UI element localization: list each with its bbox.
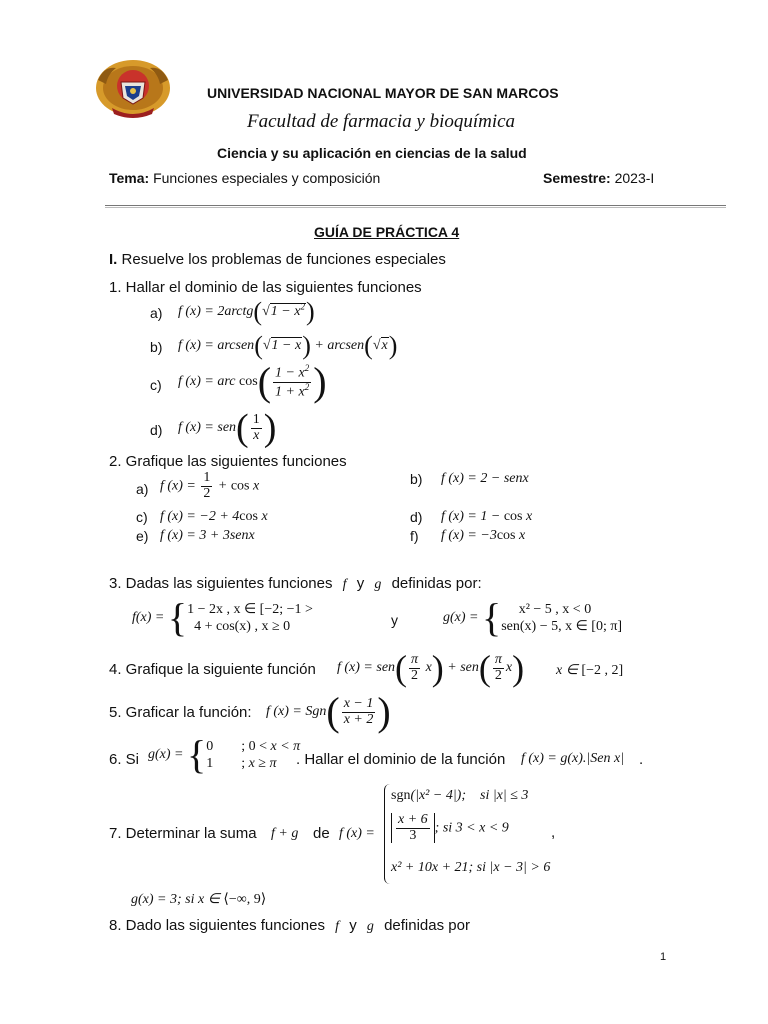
p1-a-label: a)	[150, 305, 163, 321]
problem-3-y: y	[391, 612, 398, 628]
p2-b-formula: f (x) = 2 − senx	[441, 471, 529, 486]
header-divider	[105, 205, 726, 206]
problem-3-tail: definidas por:	[391, 575, 482, 592]
semester-value: 2023-I	[614, 170, 655, 186]
p1-d-formula: f (x) = sen( $\frac{1}{x}$ )	[178, 407, 277, 449]
section-heading	[109, 251, 446, 268]
p1-c-formula: f (x) = arc cos( $\frac{1 - x^2}{1 + x^2}$ )	[178, 359, 327, 404]
problem-6-middle: . Hallar el dominio de la función	[296, 751, 506, 768]
section-text: Resuelve los problemas de funciones especiales	[121, 251, 446, 268]
problem-7-comma: ,	[551, 824, 556, 841]
p7-g-definition: g(x) = 3; si x ∈ ⟨−∞, 9⟩	[131, 892, 267, 907]
problem-8-text: 8. Dado las siguientes funciones	[109, 917, 325, 934]
problem-3-text: 3. Dadas las siguientes funciones	[109, 575, 333, 592]
semester-line	[543, 170, 654, 186]
p2-c-label: c)	[136, 509, 148, 525]
p3-f-definition: f(x) = {1 − 2x , x ∈ [−2; −1 > 4 + cos(x) , x ≥ 0	[132, 595, 313, 640]
p2-a-formula: f (x) = $\frac{1}{2}$ + cos x	[160, 470, 260, 501]
section-roman: I.	[109, 251, 118, 268]
p2-c-formula: f (x) = −2 + 4cos x	[160, 509, 268, 524]
p4-formula: f (x) = sen( $\frac{\pi}{2}$ x) + sen( $\frac{\pi}{2}$ x)	[337, 648, 525, 688]
p7-f-lhs: f (x) =	[339, 826, 375, 841]
p1-b-label: b)	[150, 339, 163, 355]
p2-e-label: e)	[136, 528, 149, 544]
header-divider-shadow	[105, 207, 726, 208]
p7-sum: f + g	[271, 826, 299, 841]
p4-interval: x ∈ [−2 , 2]	[556, 663, 624, 678]
topic-line	[109, 170, 380, 186]
p2-f-formula: f (x) = −3cos x	[441, 528, 526, 543]
p2-b-label: b)	[410, 471, 423, 487]
university-seal	[94, 58, 172, 118]
p1-b-formula: f (x) = arcsen(√1 − x) + arcsen(√x)	[178, 331, 398, 360]
p1-c-label: c)	[150, 377, 162, 393]
problem-8-y: y	[349, 917, 357, 934]
p6-formula: f (x) = g(x).|Sen x|	[521, 751, 625, 766]
problem-3-line: 3. Dadas las siguientes funciones f y g definidas por:	[109, 575, 482, 592]
p5-formula: f (x) = Sgn( $\frac{x - 1}{x + 2}$ )	[266, 689, 391, 734]
problem-3-and: y	[356, 575, 365, 592]
semester-label: Semestre:	[543, 170, 611, 186]
p2-f-label: f)	[410, 528, 419, 544]
problem-2-text: 2. Grafique las siguientes funciones	[109, 453, 347, 470]
problem-6-end: .	[639, 751, 644, 768]
problem-1-text: 1. Hallar el dominio de las siguientes funciones	[109, 279, 422, 296]
problem-8-tail: definidas por	[384, 917, 470, 934]
guide-title: GUÍA DE PRÁCTICA 4	[314, 224, 460, 240]
problem-7-de: de	[313, 825, 330, 842]
p3-g-definition: g(x) = { x² − 5 , x < 0 sen(x) − 5, x ∈ [0; π]	[443, 595, 623, 640]
faculty-name: Facultad de farmacia y bioquímica	[247, 111, 516, 132]
university-name: UNIVERSIDAD NACIONAL MAYOR DE SAN MARCOS	[207, 85, 559, 101]
p7-case-2: $\frac{x + 6}{3}$ ; si 3 < x < 9	[391, 813, 509, 843]
problem-5-text: 5. Graficar la función:	[109, 704, 252, 721]
problem-7-start: 7. Determinar la suma	[109, 825, 257, 842]
problem-4-text: 4. Grafique la siguiente función	[109, 661, 316, 678]
topic-value: Funciones especiales y composición	[153, 170, 381, 186]
p7-case-3: x² + 10x + 21; si |x − 3| > 6	[391, 860, 551, 875]
p1-d-label: d)	[150, 422, 163, 438]
p2-d-label: d)	[410, 509, 423, 525]
p1-a-formula: f (x) = 2arctg(√1 − $x^2$)	[178, 297, 315, 326]
p2-e-formula: f (x) = 3 + 3senx	[160, 528, 255, 543]
p2-a-label: a)	[136, 481, 149, 497]
course-name: Ciencia y su aplicación en ciencias de la salud	[217, 145, 527, 161]
problem-8-line: 8. Dado las siguientes funciones f y g definidas por	[109, 917, 470, 934]
p7-case-1: sgn(|x² − 4|); si |x| ≤ 3	[391, 788, 529, 803]
p2-d-formula: f (x) = 1 − cos x	[441, 509, 533, 524]
p6-g-definition: g(x) = {0 ; 0 < x < π 1 ; x ≥ π	[148, 732, 301, 777]
problem-6-start: 6. Si	[109, 751, 140, 768]
topic-label: Tema:	[109, 170, 150, 186]
page-number: 1	[660, 951, 667, 963]
